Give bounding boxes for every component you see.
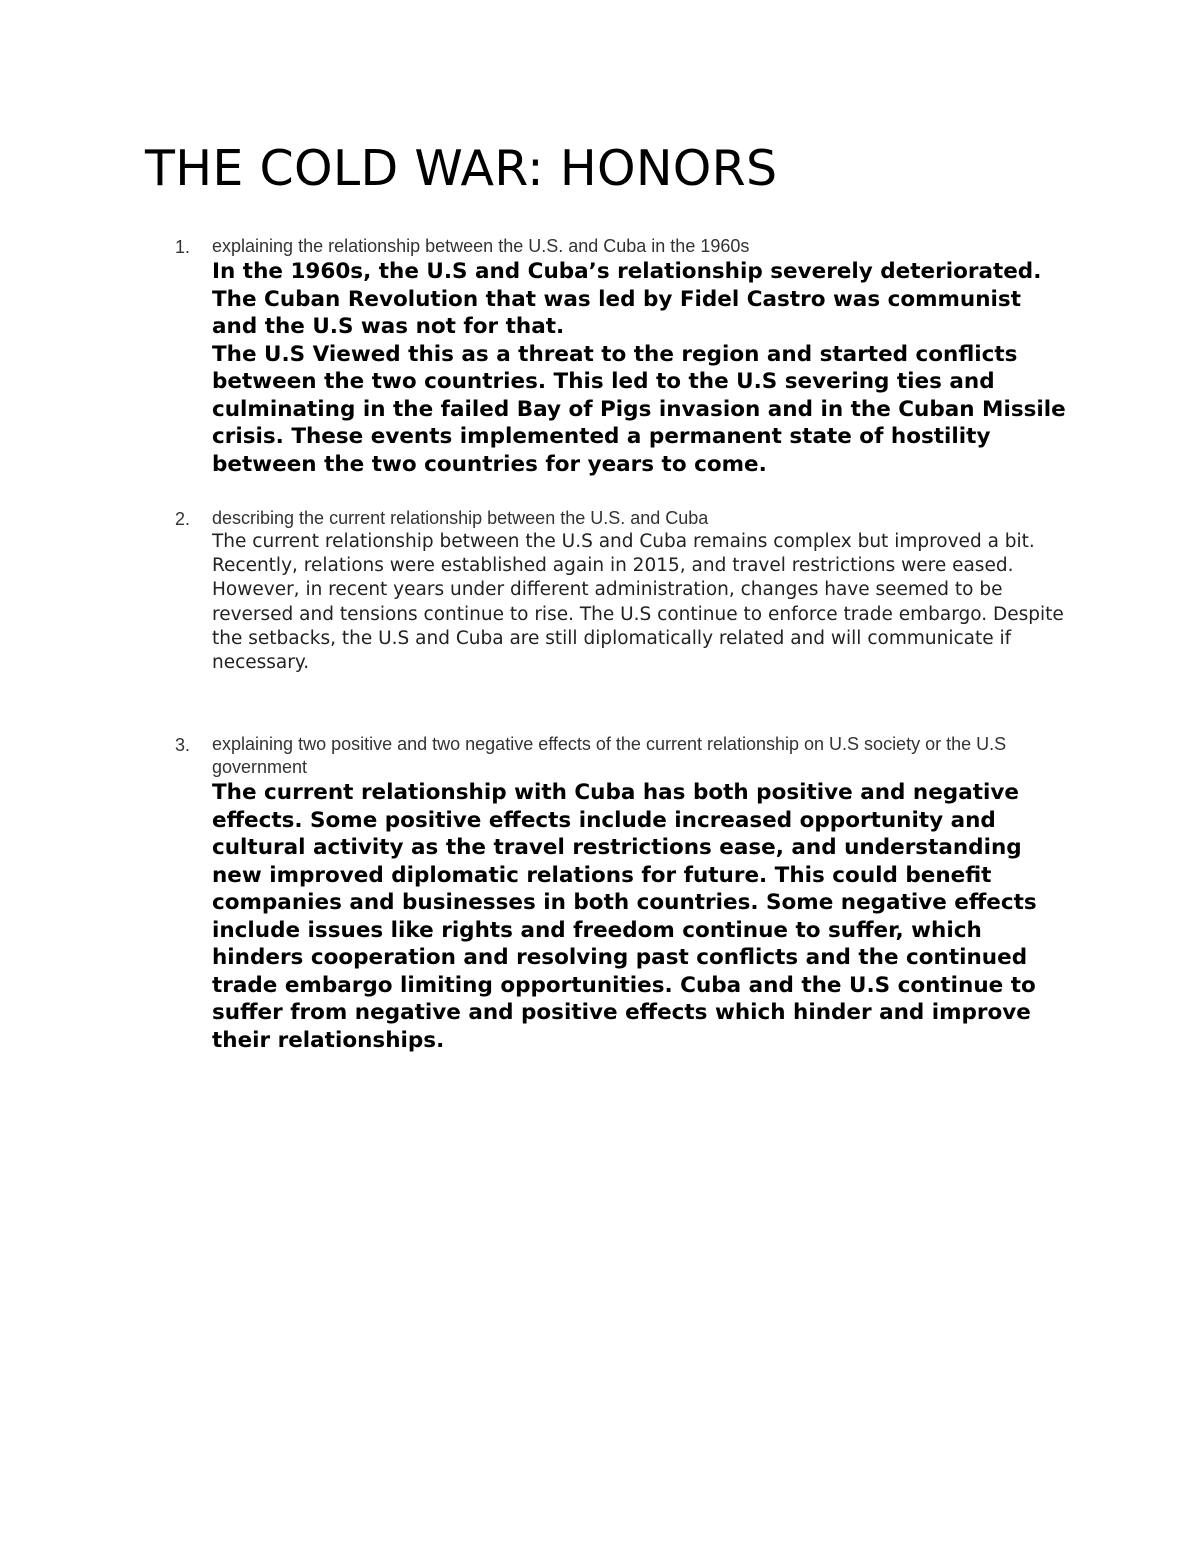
answer-paragraph: The U.S Viewed this as a threat to the region and started conflicts between the two countries. This led to the U.S severing ties and culminating in the failed Bay of Pigs invasion and in the Cuban Missile crisis. These events implemented a permanent state of hostility between the two countries for years to come.: [212, 341, 1066, 477]
answer-paragraph: In the 1960s, the U.S and Cuba’s relationship severely deteriorated. The Cuban Revolution that was led by Fidel Castro was communist and the U.S was not for that.: [212, 259, 1042, 339]
question-prompt: explaining the relationship between the U.S. and Cuba in the 1960s: [212, 236, 750, 256]
item-number: 1.: [175, 237, 191, 257]
page-title: THE COLD WAR: HONORS: [145, 140, 778, 197]
item-body: [212, 235, 1072, 478]
item-body: [212, 733, 1072, 1054]
item-body: [212, 507, 1072, 675]
question-prompt: describing the current relationship between the U.S. and Cuba: [212, 508, 709, 528]
item-number: 2.: [175, 509, 191, 529]
item-number: 3.: [175, 735, 191, 755]
answer-paragraph: The current relationship with Cuba has both positive and negative effects. Some positive effects include increased opportunity and cultural activity as the travel restrictions ease, and understanding new improved diplomatic relations for future. This could benefit companies and businesses in both countries. Some negative effects include issues like rights and freedom continue to suffer, which hinders cooperation and resolving past conflicts and the continued trade embargo limiting opportunities. Cuba and the U.S continue to suffer from negative and positive effects which hinder and improve their relationships.: [212, 780, 1037, 1053]
question-prompt: explaining two positive and two negative effects of the current relationship on U.S society or the U.S government: [212, 734, 1007, 777]
answer-paragraph: The current relationship between the U.S and Cuba remains complex but improved a bit. Recently, relations were established again in 2015, and travel restrictions were eased. However, in recent years under different administration, changes have seemed to be reversed and tensions continue to rise. The U.S continue to enforce trade embargo. Despite the setbacks, the U.S and Cuba are still diplomatically related and will communicate if necessary.: [212, 531, 1064, 674]
